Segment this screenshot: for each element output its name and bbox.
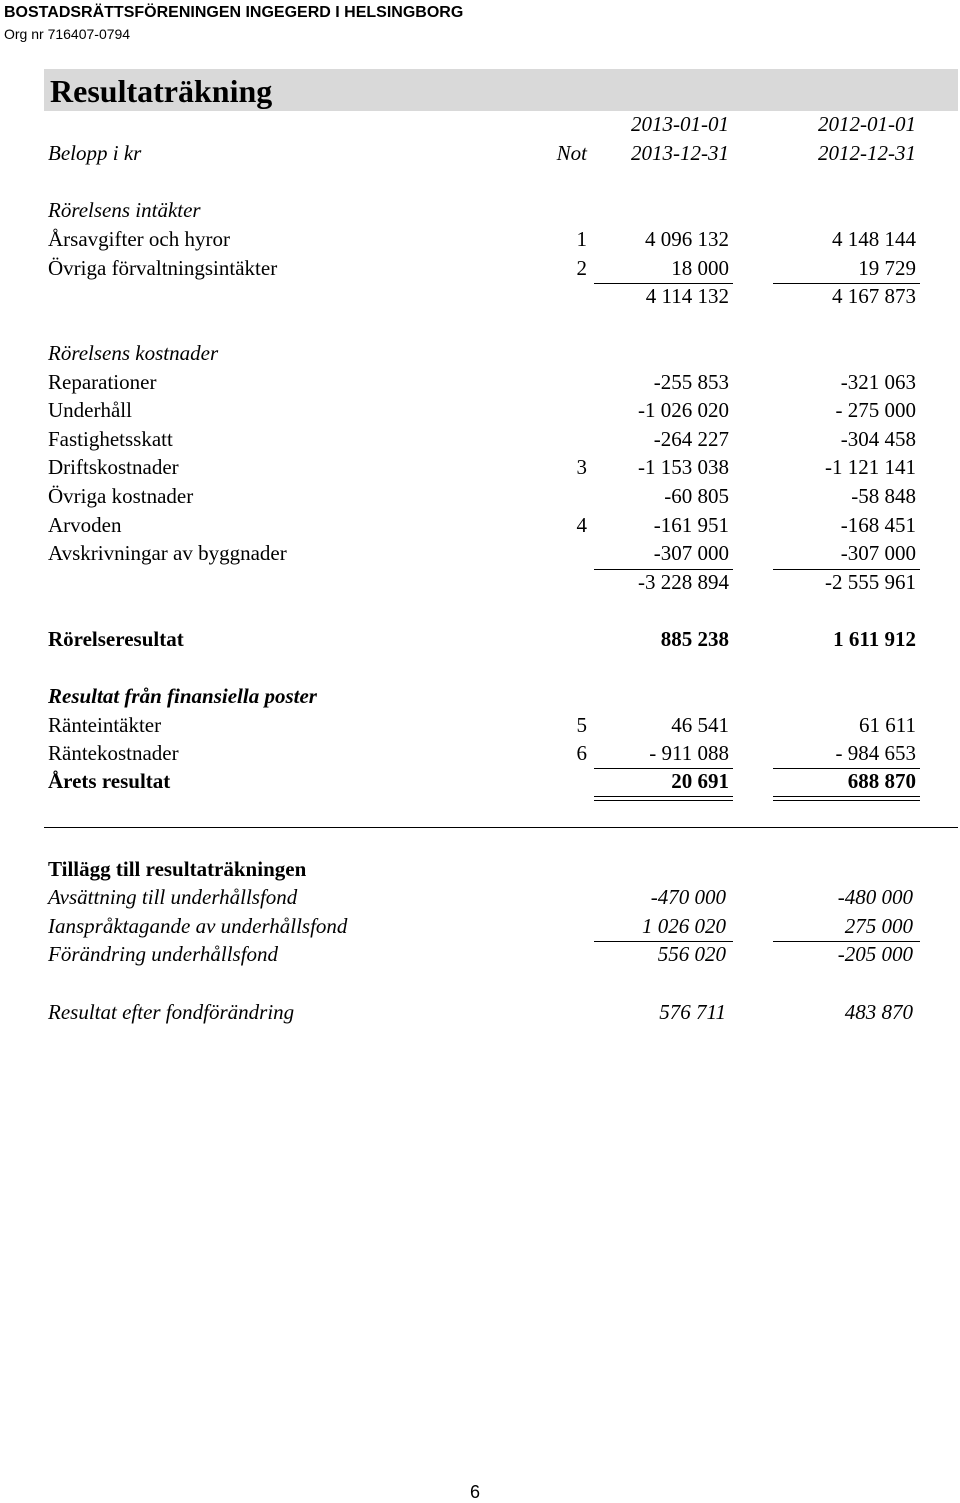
- row-label: Övriga förvaltningsintäkter: [48, 256, 278, 280]
- row-value-2012: -205 000: [837, 942, 913, 966]
- column-header-period-start: [0, 112, 960, 140]
- row-label: Rörelseresultat: [48, 627, 184, 651]
- period-2013-end: 2013-12-31: [631, 141, 729, 165]
- row-value-2013: 46 541: [671, 713, 729, 737]
- period-2012-end: 2012-12-31: [818, 141, 916, 165]
- row-value-2013: -470 000: [650, 885, 726, 909]
- row-label: Reparationer: [48, 370, 157, 394]
- row-value-2012: -58 848: [851, 484, 916, 508]
- table-row: [0, 427, 960, 455]
- income-total-row: [0, 284, 960, 312]
- row-value-2012: 61 611: [859, 713, 916, 737]
- row-value-2013: 4 096 132: [645, 227, 729, 251]
- page-title: Resultaträkning: [50, 73, 273, 109]
- table-row: [0, 914, 960, 942]
- costs-total-row: [0, 570, 960, 598]
- supplement-heading: [0, 857, 960, 885]
- financial-heading-label: Resultat från finansiella poster: [48, 684, 317, 708]
- row-value-2012: - 275 000: [835, 398, 916, 422]
- period-2012-start: 2012-01-01: [818, 112, 916, 136]
- double-underline-2013: [594, 796, 733, 801]
- row-note: 6: [576, 741, 587, 765]
- table-row: [0, 398, 960, 426]
- table-row: [0, 227, 960, 255]
- row-label: Resultat efter fondförändring: [48, 1000, 295, 1024]
- row-label: Årets resultat: [48, 769, 171, 793]
- table-row: [0, 741, 960, 769]
- row-note: 4: [576, 513, 587, 537]
- table-row: [0, 256, 960, 284]
- row-value-2012: 19 729: [858, 256, 916, 280]
- section-divider: [44, 827, 958, 828]
- table-row: [0, 942, 960, 970]
- row-label: Fastighetsskatt: [48, 427, 173, 451]
- income-heading: [0, 198, 960, 226]
- row-label: Driftskostnader: [48, 455, 179, 479]
- row-value-2013: 18 000: [671, 256, 729, 280]
- row-note: 3: [576, 455, 587, 479]
- table-row: [0, 484, 960, 512]
- note-label: Not: [556, 141, 587, 165]
- row-label: Ianspråktagande av underhållsfond: [48, 914, 348, 938]
- year-result-row: [0, 769, 960, 797]
- table-row: [0, 713, 960, 741]
- page-number: 6: [470, 1482, 481, 1502]
- double-underline-2012: [773, 796, 920, 801]
- table-row: [0, 885, 960, 913]
- financial-heading: [0, 684, 960, 712]
- row-value-2012: 483 870: [844, 1000, 913, 1024]
- row-label: Underhåll: [48, 398, 132, 422]
- income-total-2013: 4 114 132: [645, 284, 729, 308]
- income-total-2012: 4 167 873: [832, 284, 916, 308]
- column-header-period-end: [0, 141, 960, 169]
- organization-name: BOSTADSRÄTTSFÖRENINGEN INGEGERD I HELSINGBORG: [4, 4, 464, 21]
- row-label: Förändring underhållsfond: [48, 942, 279, 966]
- row-value-2012: 688 870: [847, 769, 916, 793]
- row-value-2013: -307 000: [653, 541, 729, 565]
- row-value-2013: 556 020: [657, 942, 726, 966]
- title-bar: [44, 69, 958, 111]
- operating-result-row: [0, 627, 960, 655]
- row-value-2013: -60 805: [664, 484, 729, 508]
- amount-label: Belopp i kr: [48, 141, 142, 165]
- period-2013-start: 2013-01-01: [631, 112, 729, 136]
- row-label: Övriga kostnader: [48, 484, 194, 508]
- costs-total-2013: -3 228 894: [638, 570, 729, 594]
- row-note: 5: [576, 713, 587, 737]
- table-row: [0, 541, 960, 569]
- row-value-2013: 20 691: [671, 769, 729, 793]
- table-row: [0, 513, 960, 541]
- row-value-2013: 576 711: [659, 1000, 726, 1024]
- row-value-2012: 4 148 144: [832, 227, 916, 251]
- row-label: Arvoden: [48, 513, 122, 537]
- row-value-2012: -304 458: [840, 427, 916, 451]
- row-value-2013: -1 153 038: [638, 455, 729, 479]
- table-row: [0, 370, 960, 398]
- table-row: [0, 455, 960, 483]
- row-note: 2: [576, 256, 587, 280]
- row-value-2013: -161 951: [653, 513, 729, 537]
- row-value-2013: 1 026 020: [642, 914, 726, 938]
- row-label: Avsättning till underhållsfond: [48, 885, 298, 909]
- row-label: Räntekostnader: [48, 741, 179, 765]
- row-label: Avskrivningar av byggnader: [48, 541, 287, 565]
- row-value-2013: -255 853: [653, 370, 729, 394]
- supplement-heading-label: Tillägg till resultaträkningen: [48, 857, 307, 881]
- result-after-fund-row: [0, 1000, 960, 1028]
- costs-total-2012: -2 555 961: [825, 570, 916, 594]
- row-value-2012: -307 000: [840, 541, 916, 565]
- costs-heading: [0, 341, 960, 369]
- row-value-2012: -321 063: [840, 370, 916, 394]
- row-value-2013: - 911 088: [649, 741, 729, 765]
- row-value-2012: 1 611 912: [833, 627, 916, 651]
- row-note: 1: [576, 227, 587, 251]
- row-value-2012: - 984 653: [835, 741, 916, 765]
- row-value-2013: -264 227: [653, 427, 729, 451]
- row-label: Årsavgifter och hyror: [48, 227, 230, 251]
- row-value-2012: -480 000: [837, 885, 913, 909]
- row-label: Ränteintäkter: [48, 713, 162, 737]
- row-value-2012: -168 451: [840, 513, 916, 537]
- row-value-2013: 885 238: [660, 627, 729, 651]
- row-value-2013: -1 026 020: [638, 398, 729, 422]
- row-value-2012: -1 121 141: [825, 455, 916, 479]
- organization-number: Org nr 716407-0794: [4, 26, 131, 42]
- income-heading-label: Rörelsens intäkter: [48, 198, 201, 222]
- costs-heading-label: Rörelsens kostnader: [48, 341, 219, 365]
- row-value-2012: 275 000: [844, 914, 913, 938]
